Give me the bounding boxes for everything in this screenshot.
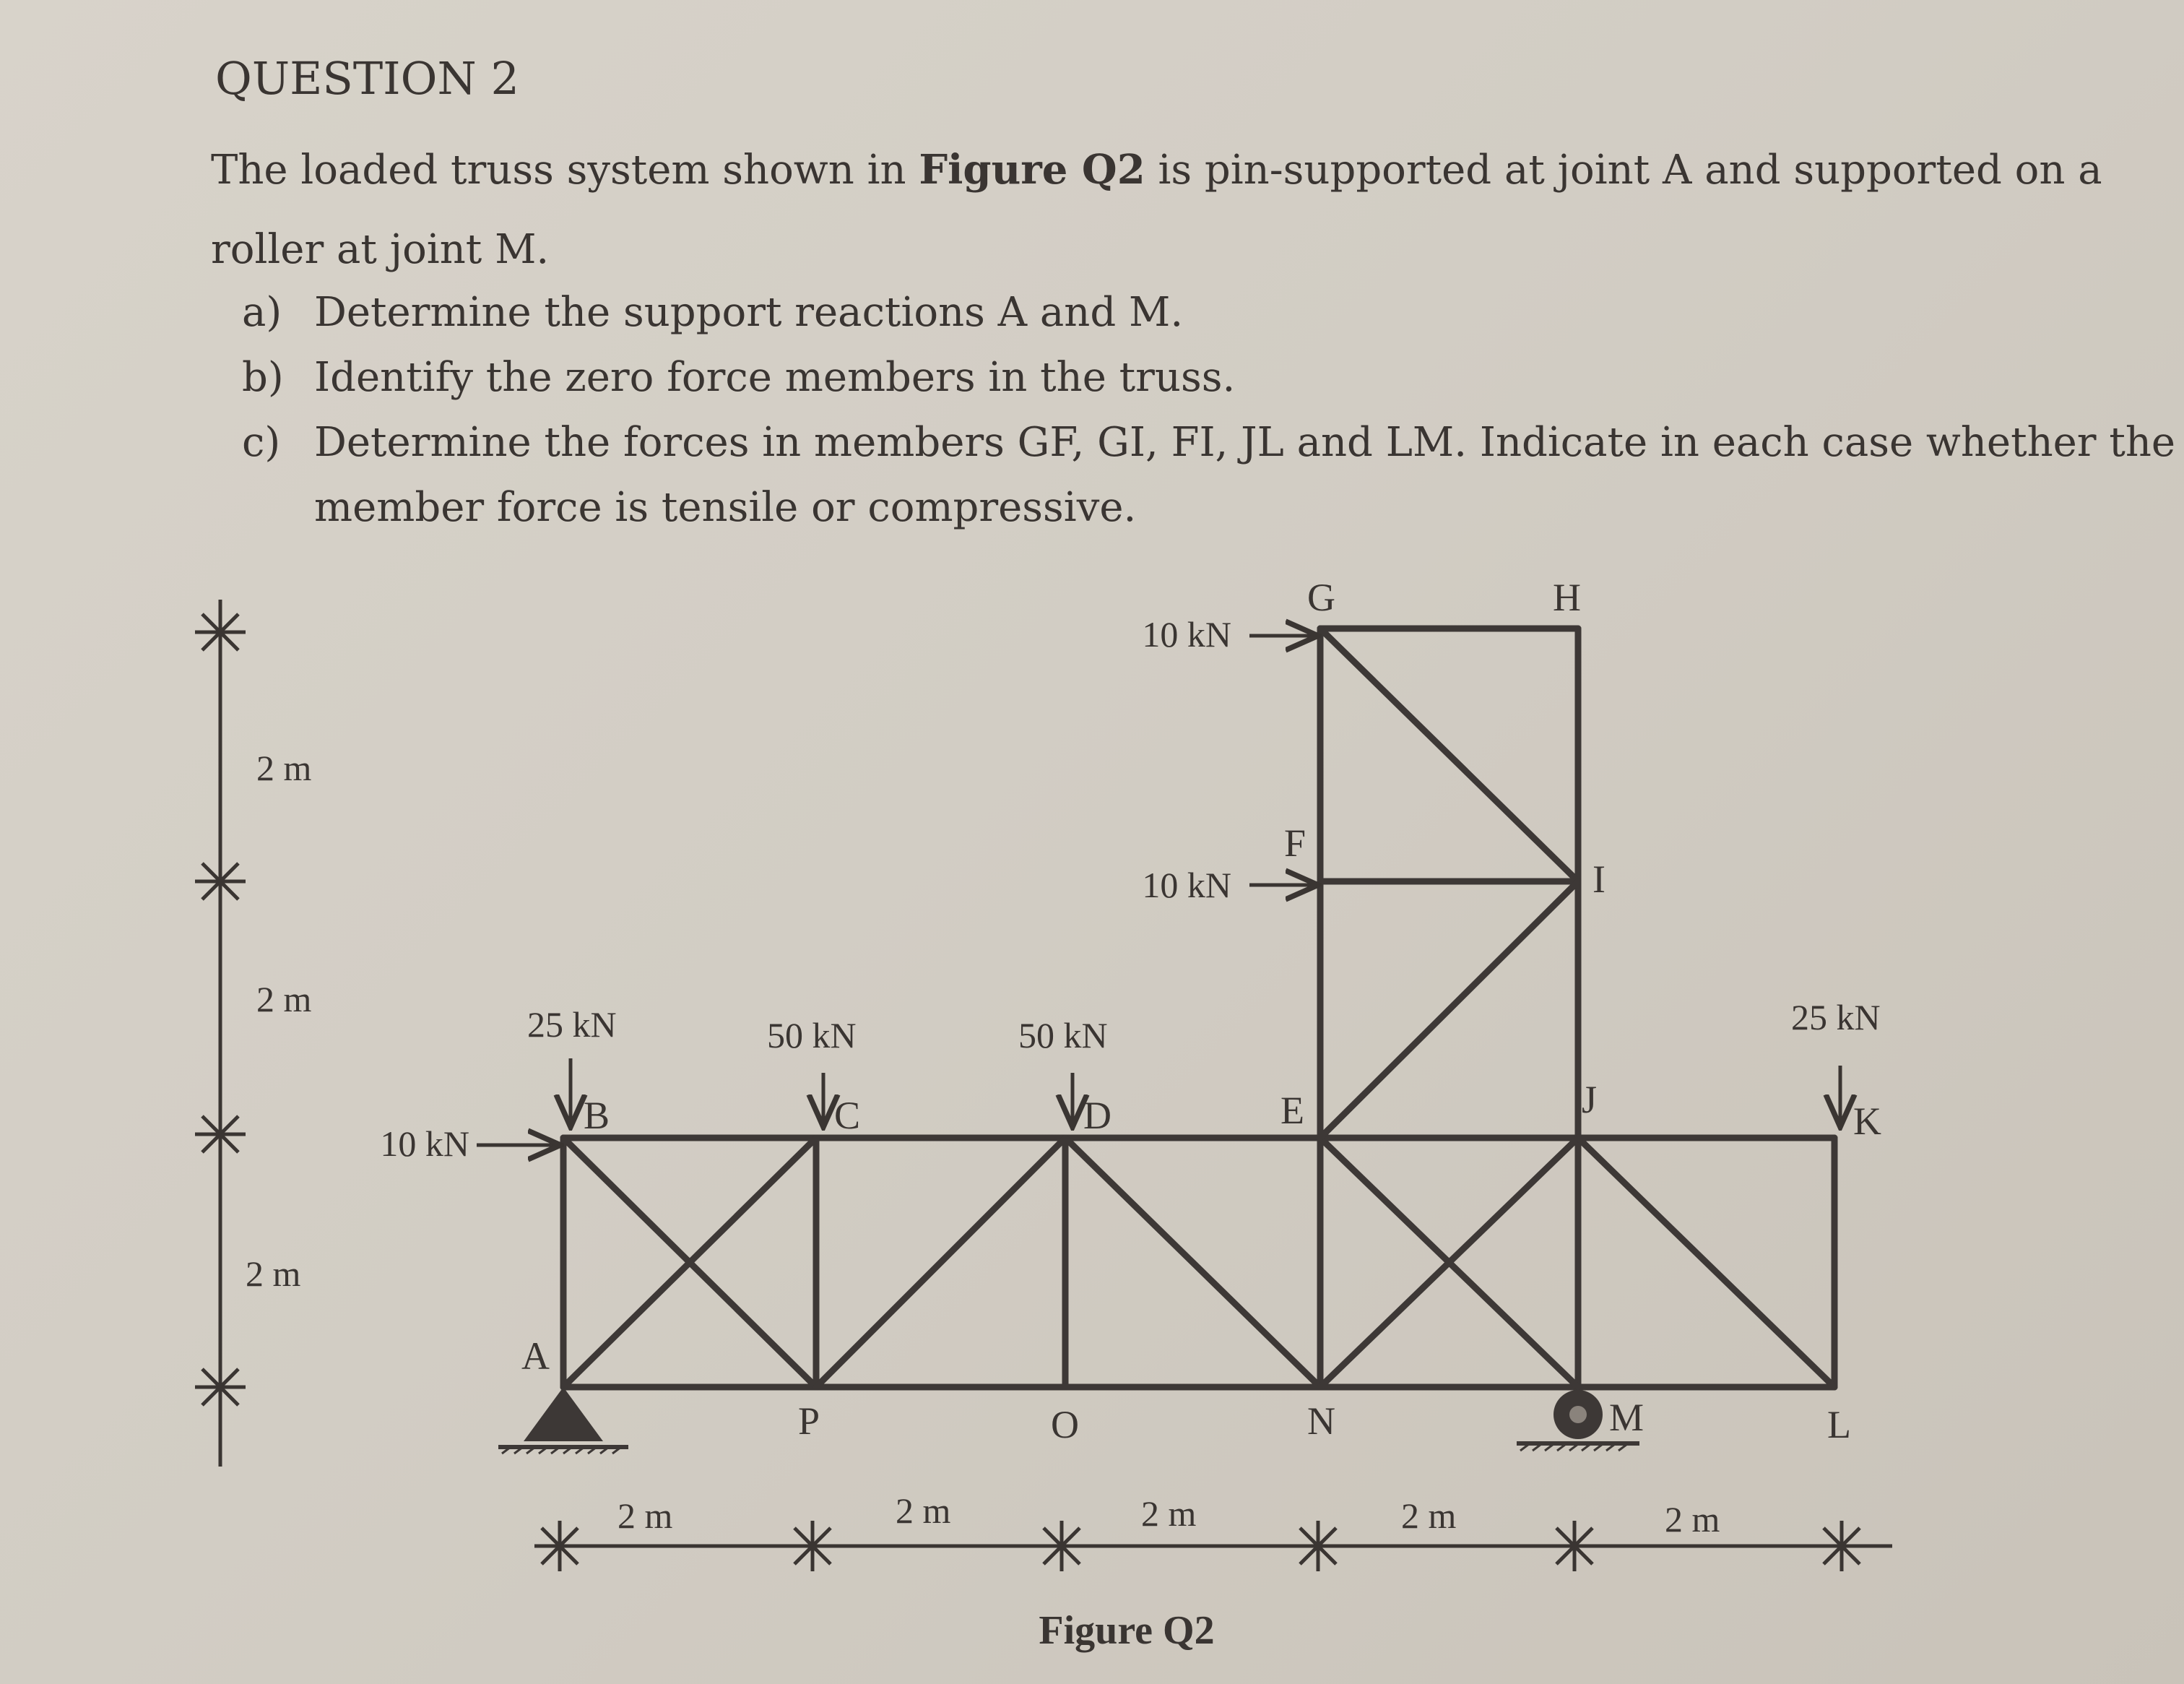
horizontal-dim-1: 2 m (618, 1495, 673, 1536)
joint-label-O: O (1051, 1403, 1079, 1446)
joint-label-B: B (584, 1094, 610, 1137)
member-DN (1065, 1138, 1320, 1387)
horizontal-dimension-labels (618, 1490, 1720, 1540)
joint-label-C: C (834, 1094, 861, 1137)
member-EI (1320, 881, 1578, 1138)
horizontal-dim-5: 2 m (1665, 1499, 1720, 1540)
question-item-c-continuation: member force is tensile or compressive. (314, 484, 1137, 531)
pin-support-A (498, 1387, 628, 1454)
figure-reference: Figure Q2 (919, 146, 1145, 194)
vertical-dimension (195, 600, 246, 1467)
horizontal-dim-4: 2 m (1401, 1495, 1457, 1536)
question-heading: QUESTION 2 (215, 52, 519, 105)
vertical-dim-middle: 2 m (256, 979, 312, 1019)
load-label-b-vertical: 25 kN (527, 1004, 617, 1045)
joint-label-L: L (1827, 1403, 1851, 1446)
joint-labels (521, 576, 1881, 1446)
joint-label-M: M (1609, 1396, 1644, 1439)
load-label-b-horizontal: 10 kN (380, 1123, 469, 1164)
question-item-c: c) Determine the forces in members GF, GI, FI, JL and LM. Indicate in each case whether the (242, 419, 2176, 466)
figure-caption: Figure Q2 (1039, 1608, 1215, 1653)
member-PD (816, 1138, 1065, 1387)
question-item-a: a) Determine the support reactions A and M. (242, 289, 1184, 336)
joint-label-H: H (1553, 576, 1581, 619)
joint-label-J: J (1582, 1078, 1598, 1121)
joint-label-K: K (1853, 1100, 1881, 1143)
question-item-b: b) Identify the zero force members in the truss. (242, 354, 1236, 401)
vertical-dim-bottom: 2 m (246, 1253, 301, 1294)
load-label-k-vertical: 25 kN (1791, 997, 1881, 1037)
question-intro: The loaded truss system shown in Figure Q2 is pin-supported at joint A and supported on a roller at joint M. (211, 146, 2102, 273)
load-label-d-vertical: 50 kN (1018, 1015, 1108, 1055)
joint-label-P: P (798, 1399, 820, 1443)
joint-label-A: A (521, 1334, 550, 1378)
joint-label-G: G (1307, 576, 1335, 619)
horizontal-dim-2: 2 m (896, 1490, 951, 1531)
load-label-c-vertical: 50 kN (767, 1015, 857, 1055)
joint-label-F: F (1284, 821, 1306, 865)
joint-label-E: E (1280, 1089, 1304, 1132)
member-GI (1320, 629, 1578, 881)
member-JL (1578, 1138, 1834, 1387)
truss-members (563, 629, 1834, 1387)
vertical-dimension-labels (246, 748, 312, 1294)
load-label-f: 10 kN (1142, 865, 1231, 905)
load-label-g: 10 kN (1142, 614, 1231, 655)
joint-label-D: D (1083, 1094, 1112, 1137)
joint-label-I: I (1592, 858, 1606, 901)
joint-label-N: N (1307, 1399, 1335, 1443)
horizontal-dim-3: 2 m (1141, 1493, 1197, 1534)
vertical-dim-top: 2 m (256, 748, 312, 788)
load-labels (380, 614, 1880, 1164)
